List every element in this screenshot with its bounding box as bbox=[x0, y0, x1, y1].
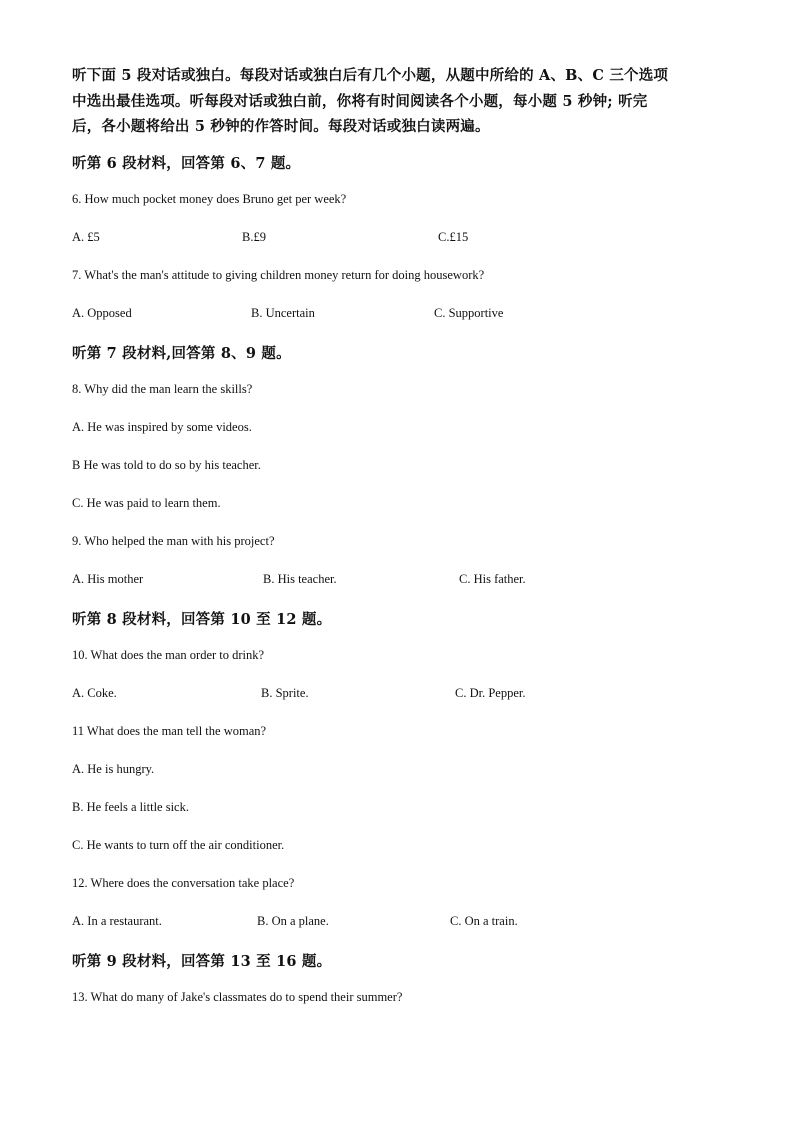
question-8: 8. Why did the man learn the skills? bbox=[72, 382, 253, 396]
question-10-option-a: A. Coke. bbox=[72, 686, 117, 700]
instructions-line-3: 后，各小题将给出 5 秒钟的作答时间。每段对话或独白读两遍。 bbox=[72, 118, 490, 135]
question-7-option-b: B. Uncertain bbox=[251, 306, 315, 320]
question-13: 13. What do many of Jake's classmates do to spend their summer? bbox=[72, 990, 403, 1004]
question-8-option-a: A. He was inspired by some videos. bbox=[72, 420, 252, 434]
question-11-option-c: C. He wants to turn off the air conditioner. bbox=[72, 838, 285, 852]
question-12: 12. Where does the conversation take place? bbox=[72, 876, 295, 890]
question-9-option-b: B. His teacher. bbox=[263, 572, 337, 586]
question-10-option-b: B. Sprite. bbox=[261, 686, 309, 700]
question-11-option-b: B. He feels a little sick. bbox=[72, 800, 189, 814]
question-12-option-a: A. In a restaurant. bbox=[72, 914, 162, 928]
section-9-heading: 听第 9 段材料，回答第 13 至 16 题。 bbox=[72, 953, 332, 970]
section-6-heading: 听第 6 段材料，回答第 6、7 题。 bbox=[72, 155, 301, 172]
question-12-option-c: C. On a train. bbox=[450, 914, 518, 928]
question-9-option-a: A. His mother bbox=[72, 572, 144, 586]
question-10: 10. What does the man order to drink? bbox=[72, 648, 265, 662]
question-11-option-a: A. He is hungry. bbox=[72, 762, 155, 776]
question-7-option-c: C. Supportive bbox=[434, 306, 504, 320]
question-10-option-c: C. Dr. Pepper. bbox=[455, 686, 526, 700]
instructions-line-1: 听下面 5 段对话或独白。每段对话或独白后有几个小题，从题中所给的 A、B、C 三个选项 bbox=[72, 67, 669, 84]
question-6-option-a: A. £5 bbox=[72, 230, 100, 244]
question-6-option-b: B.£9 bbox=[242, 230, 266, 244]
question-11: 11 What does the man tell the woman? bbox=[72, 724, 267, 738]
question-7-option-a: A. Opposed bbox=[72, 306, 132, 320]
section-8-heading: 听第 8 段材料，回答第 10 至 12 题。 bbox=[72, 611, 332, 628]
question-12-option-b: B. On a plane. bbox=[257, 914, 329, 928]
question-9: 9. Who helped the man with his project? bbox=[72, 534, 275, 548]
question-7: 7. What's the man's attitude to giving children money return for doing housework? bbox=[72, 268, 485, 282]
instructions-line-2: 中选出最佳选项。听每段对话或独白前，你将有时间阅读各个小题，每小题 5 秒钟; 听完 bbox=[72, 93, 648, 110]
question-6: 6. How much pocket money does Bruno get per week? bbox=[72, 192, 347, 206]
question-6-option-c: C.£15 bbox=[438, 230, 469, 244]
question-8-option-b: B He was told to do so by his teacher. bbox=[72, 458, 261, 472]
question-9-option-c: C. His father. bbox=[459, 572, 526, 586]
section-7-heading: 听第 7 段材料,回答第 8、9 题。 bbox=[72, 345, 291, 362]
question-8-option-c: C. He was paid to learn them. bbox=[72, 496, 221, 510]
